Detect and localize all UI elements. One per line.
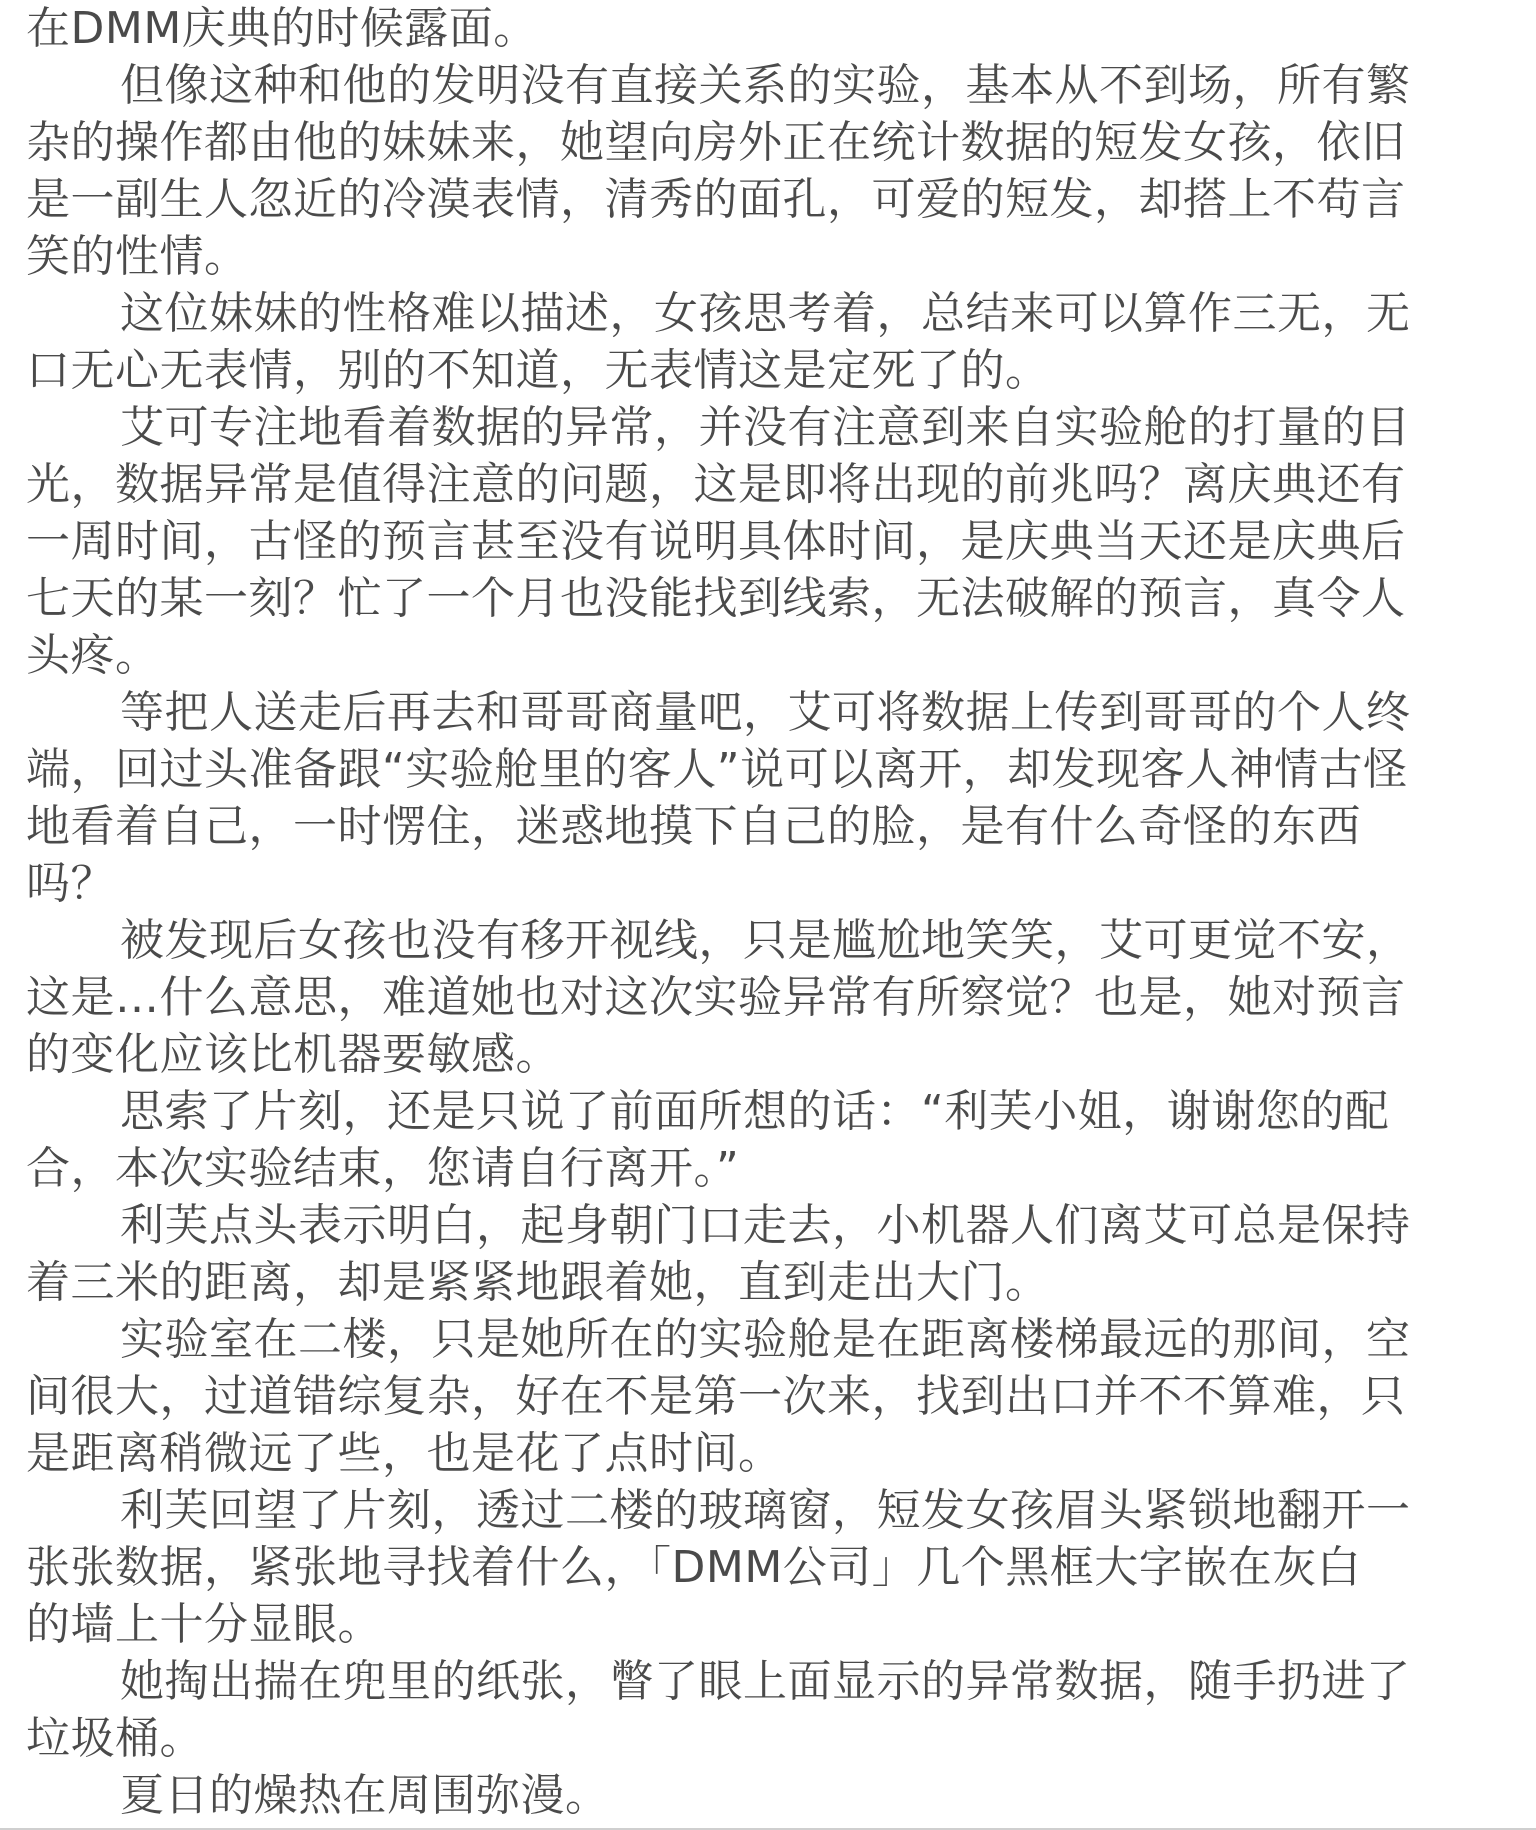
text-line: 合，本次实验结束，您请自行离开。” xyxy=(26,1143,740,1194)
text-line: 在DMM庆典的时候露面。 xyxy=(26,3,538,54)
paragraph-first-line: 她掏出揣在兜里的纸张，瞥了眼上面显示的异常数据，随手扔进了 xyxy=(120,1656,1411,1707)
text-line: 垃圾桶。 xyxy=(26,1713,204,1764)
text-line: 着三米的距离，却是紧紧地跟着她，直到走出大门。 xyxy=(26,1257,1050,1308)
paragraph-first-line: 利芙回望了片刻，透过二楼的玻璃窗，短发女孩眉头紧锁地翻开一 xyxy=(120,1485,1411,1536)
text-line: 是距离稍微远了些，也是花了点时间。 xyxy=(26,1428,783,1479)
text-line: 间很大，过道错综复杂，好在不是第一次来，找到出口并不不算难，只 xyxy=(26,1371,1406,1422)
paragraph-first-line: 利芙点头表示明白，起身朝门口走去，小机器人们离艾可总是保持 xyxy=(120,1200,1411,1251)
text-line: 张张数据，紧张地寻找着什么，「DMM公司」几个黑框大字嵌在灰白 xyxy=(26,1542,1362,1593)
text-line: 地看着自己，一时愣住，迷惑地摸下自己的脸，是有什么奇怪的东西 xyxy=(26,801,1361,852)
text-line: 这是…什么意思，难道她也对这次实验异常有所察觉？也是，她对预言 xyxy=(26,972,1406,1023)
text-line: 一周时间，古怪的预言甚至没有说明具体时间，是庆典当天还是庆典后 xyxy=(26,516,1406,567)
paragraph-first-line: 这位妹妹的性格难以描述，女孩思考着，总结来可以算作三无，无 xyxy=(120,288,1411,339)
text-line: 光，数据异常是值得注意的问题，这是即将出现的前兆吗？离庆典还有 xyxy=(26,459,1406,510)
paragraph-first-line: 艾可专注地看着数据的异常，并没有注意到来自实验舱的打量的目 xyxy=(120,402,1411,453)
paragraph-first-line: 思索了片刻，还是只说了前面所想的话：“利芙小姐，谢谢您的配 xyxy=(120,1086,1390,1137)
paragraph-first-line: 被发现后女孩也没有移开视线，只是尴尬地笑笑，艾可更觉不安， xyxy=(120,915,1411,966)
paragraph-first-line: 实验室在二楼，只是她所在的实验舱是在距离楼梯最远的那间，空 xyxy=(120,1314,1411,1365)
text-line: 端，回过头准备跟“实验舱里的客人”说可以离开，却发现客人神情古怪 xyxy=(26,744,1408,795)
text-line: 的墙上十分显眼。 xyxy=(26,1599,382,1650)
text-line: 七天的某一刻？忙了一个月也没能找到线索，无法破解的预言，真令人 xyxy=(26,573,1406,624)
text-line: 杂的操作都由他的妹妹来，她望向房外正在统计数据的短发女孩，依旧 xyxy=(26,117,1406,168)
text-line: 头疼。 xyxy=(26,630,160,681)
text-line: 的变化应该比机器要敏感。 xyxy=(26,1029,560,1080)
text-line: 是一副生人忽近的冷漠表情，清秀的面孔，可爱的短发，却搭上不苟言 xyxy=(26,174,1406,225)
text-line: 吗？ xyxy=(26,858,115,909)
paragraph-first-line: 但像这种和他的发明没有直接关系的实验，基本从不到场，所有繁 xyxy=(120,60,1411,111)
paragraph-first-line: 等把人送走后再去和哥哥商量吧，艾可将数据上传到哥哥的个人终 xyxy=(120,687,1411,738)
text-line: 口无心无表情，别的不知道，无表情这是定死了的。 xyxy=(26,345,1050,396)
paragraph-first-line: 夏日的燥热在周围弥漫。 xyxy=(120,1770,610,1821)
text-line: 笑的性情。 xyxy=(26,231,249,282)
